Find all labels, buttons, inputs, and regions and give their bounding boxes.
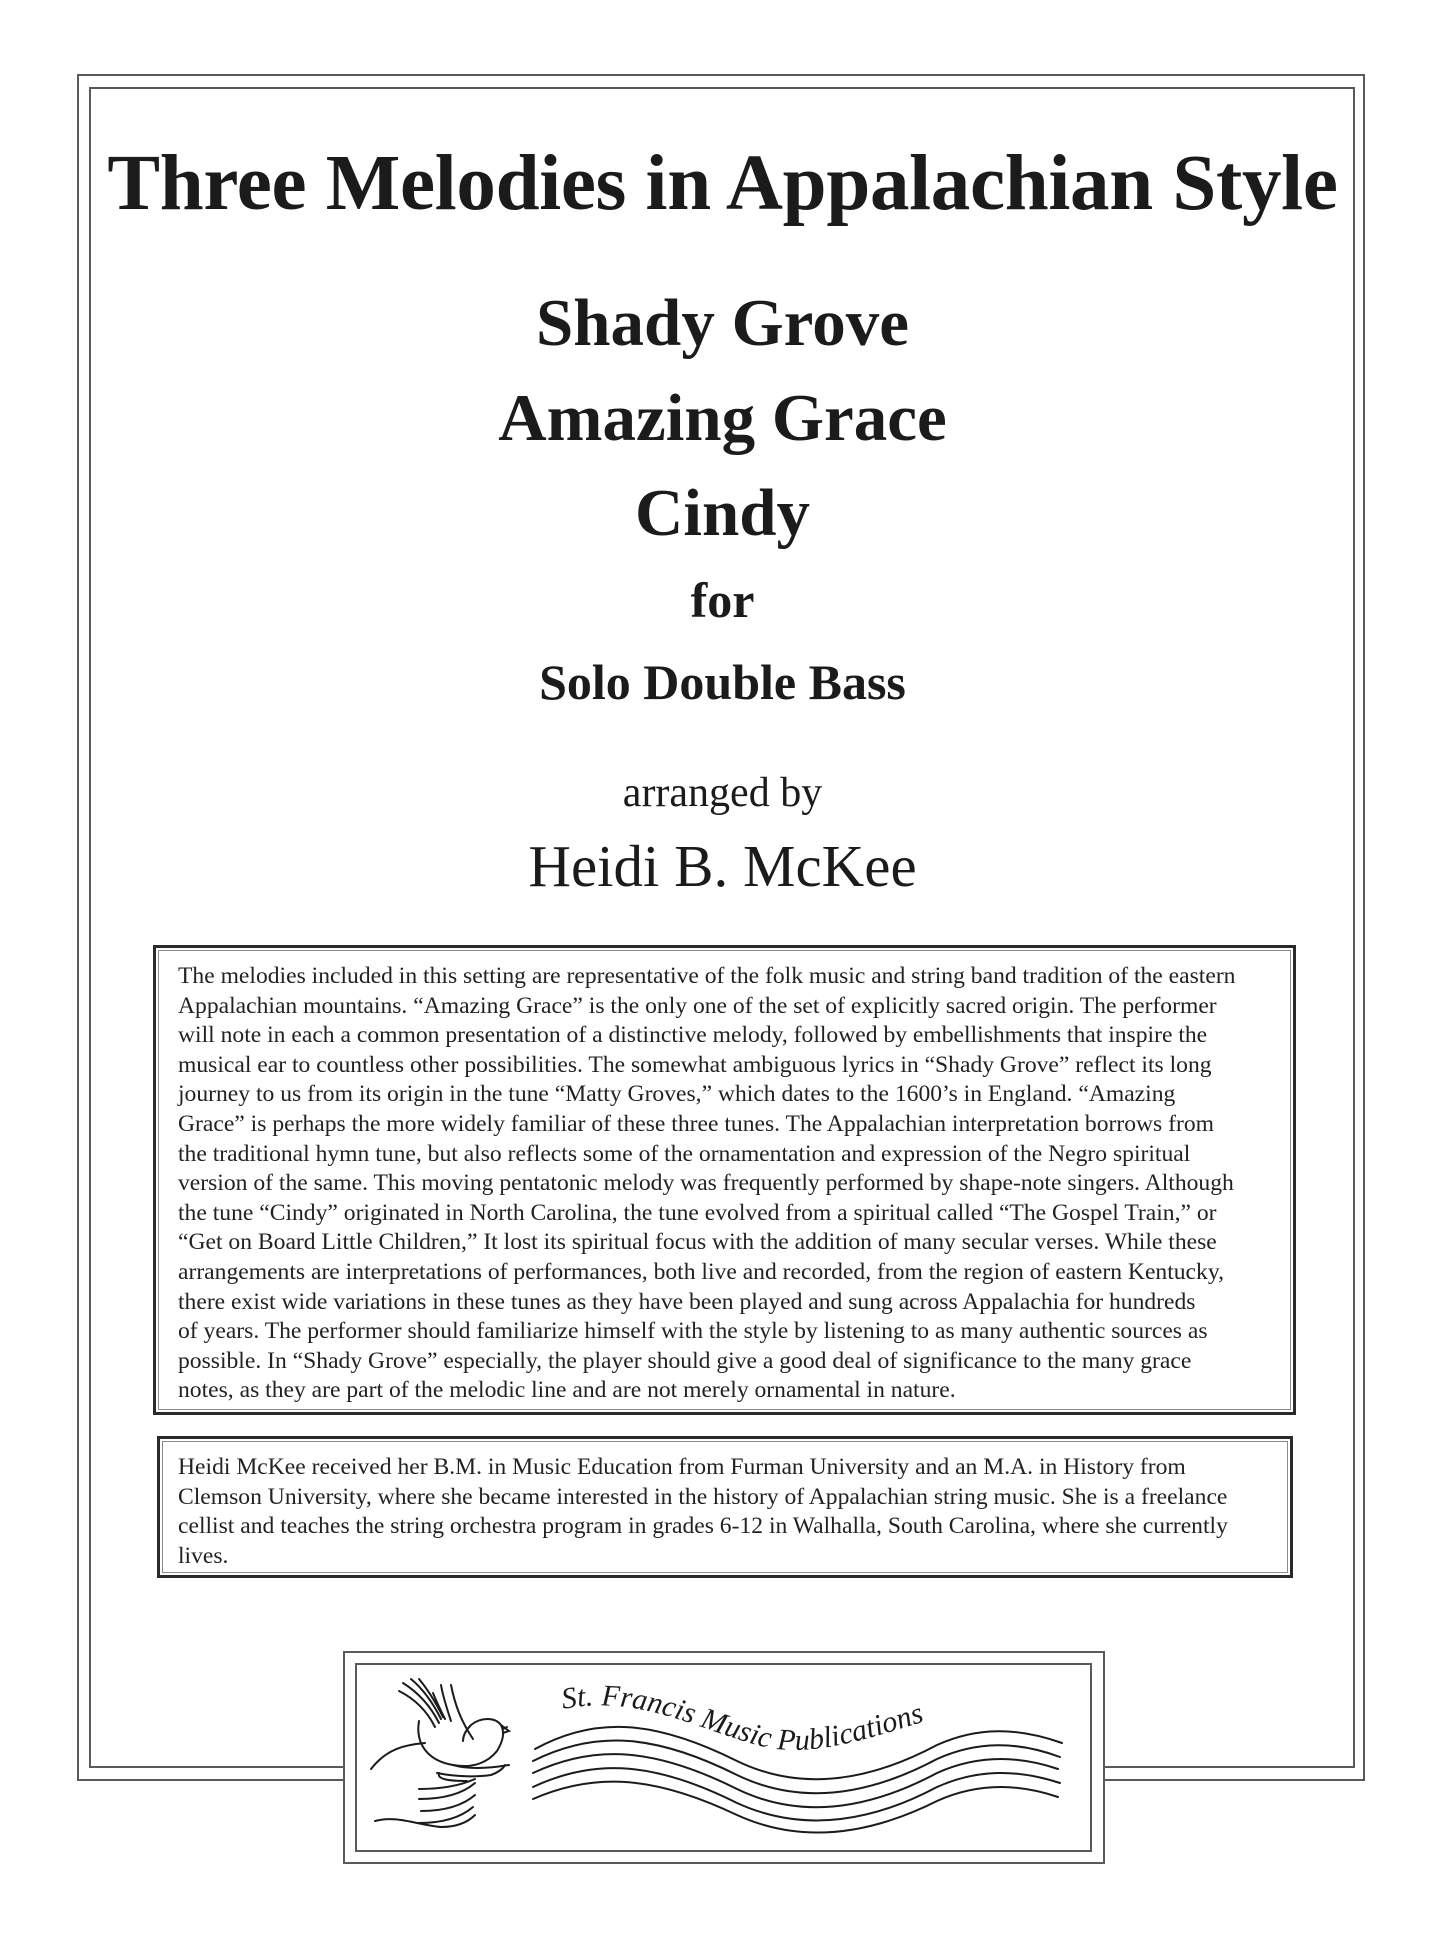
description-line: the traditional hymn tune, but also reflects some of the ornamentation and expression of the Negro spiritual: [178, 1140, 1191, 1167]
song-title-2: Amazing Grace: [498, 381, 947, 455]
song-title-3: Cindy: [634, 476, 811, 550]
bio-line: Clemson University, where she became interested in the history of Appalachian string music. She is a freelance: [178, 1483, 1228, 1510]
description-line: possible. In “Shady Grove” especially, the player should give a good deal of significance to the many grace: [178, 1347, 1192, 1374]
bio-box: [157, 1436, 1293, 1578]
description-line: journey to us from its origin in the tune “Matty Groves,” which dates to the 1600’s in England. “Amazing: [178, 1081, 1176, 1108]
song-title-1: Shady Grove: [536, 286, 909, 360]
description-line: the tune “Cindy” originated in North Carolina, the tune evolved from a spiritual called “The Gospel Train,” or: [178, 1199, 1217, 1226]
description-line: notes, as they are part of the melodic line and are not merely ornamental in nature.: [178, 1377, 956, 1404]
description-line: will note in each a common presentation of a distinctive melody, followed by embellishments that inspire the: [178, 1022, 1208, 1049]
bio-line: Heidi McKee received her B.M. in Music Education from Furman University and an M.A. in History from: [178, 1454, 1186, 1480]
description-line: there exist wide variations in these tunes as they have been played and sung across Appalachia for hundreds: [178, 1288, 1196, 1315]
description-line: “Get on Board Little Children,” It lost its spiritual focus with the addition of many secular verses. While these: [178, 1229, 1217, 1256]
instrument-label: Solo Double Bass: [539, 654, 906, 710]
description-line: arrangements are interpretations of performances, both live and recorded, from the region of eastern Kentucky,: [178, 1258, 1224, 1285]
arranger-name: Heidi B. McKee: [528, 833, 917, 899]
bio-text: [178, 1453, 1271, 1571]
document-title: Three Melodies in Appalachian Style: [107, 140, 1338, 227]
dove-on-hand-with-staff-lines-icon: [357, 1665, 1090, 1850]
bio-line: lives.: [178, 1542, 229, 1569]
description-line: of years. The performer should familiarize himself with the style by listening to as many authentic sources as: [178, 1318, 1208, 1345]
description-box: [153, 945, 1296, 1415]
description-line: Grace” is perhaps the more widely familiar of these three tunes. The Appalachian interpretation borrows from: [178, 1110, 1215, 1137]
arranged-by-label: arranged by: [622, 770, 823, 816]
publisher-name: St. Francis Music Publications: [559, 1679, 927, 1758]
bio-line: cellist and teaches the string orchestra program in grades 6-12 in Walhalla, South Carolina, where she currently: [178, 1513, 1228, 1540]
description-line: Appalachian mountains. “Amazing Grace” is the only one of the set of explicitly sacred origin. The performer: [178, 992, 1217, 1019]
for-label: for: [690, 572, 755, 628]
description-line: version of the same. This moving pentatonic melody was frequently performed by shape-note singers. Although: [178, 1170, 1234, 1197]
description-line: musical ear to countless other possibilities. The somewhat ambiguous lyrics in “Shady Grove” reflect its long: [178, 1051, 1212, 1078]
description-line: The melodies included in this setting are representative of the folk music and string band tradition of the eastern: [178, 963, 1236, 989]
description-text: [178, 962, 1271, 1406]
